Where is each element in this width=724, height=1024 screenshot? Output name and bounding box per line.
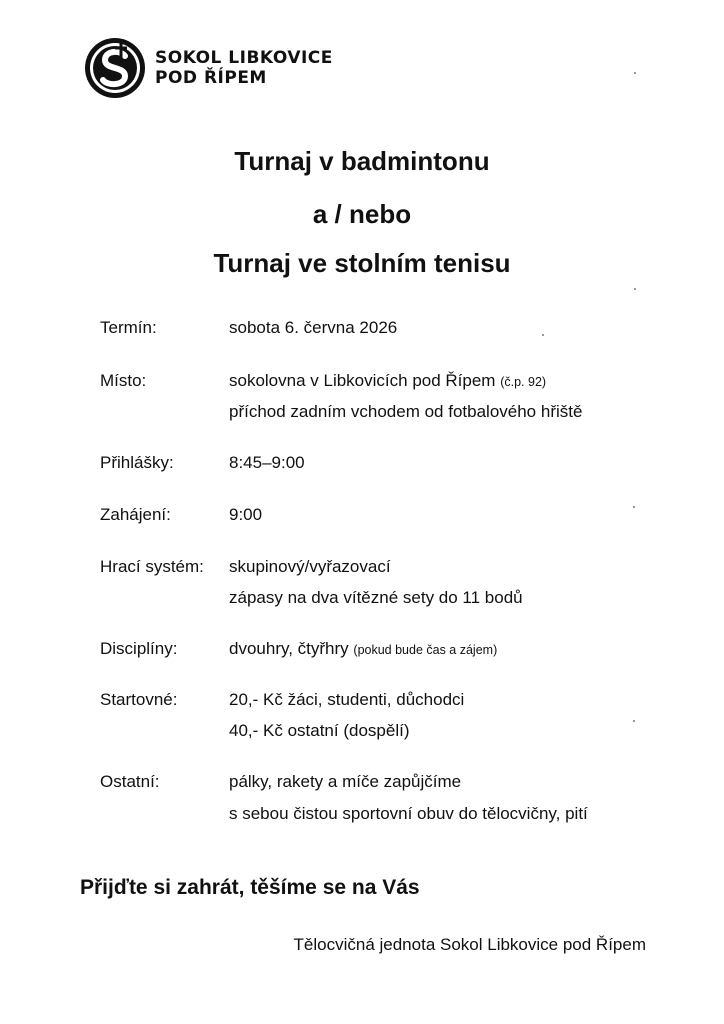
scan-speck [634,72,636,74]
prihlasky-label: Přihlášky: [100,453,174,472]
system-label: Hrací systém: [100,557,204,576]
prihlasky-value: 8:45–9:00 [229,453,305,472]
scan-speck [542,334,544,336]
misto-value-2: příchod zadním vchodem od fotbalového hřiště [229,402,583,421]
misto-value-1-note: (č.p. 92) [500,375,547,389]
zahajeni-value: 9:00 [229,505,263,524]
ostatni-label: Ostatní: [100,772,160,791]
title-line-3: Turnaj ve stolním tenisu [213,248,511,278]
system-value-1: skupinový/vyřazovací [229,557,391,576]
discipliny-label: Disciplíny: [100,639,178,658]
closing-text: Přijďte si zahrát, těšíme se na Vás [80,876,420,899]
title-line-2: a / nebo [312,199,412,229]
ostatni-value-2: s sebou čistou sportovní obuv do tělocvičny, pití [229,804,588,823]
misto-value-1 [229,371,546,391]
termin-label: Termín: [100,318,157,337]
logo-line-2: POD ŘÍPEM [155,68,267,88]
misto-value-1-text: sokolovna v Libkovicích pod Řípem [229,371,496,390]
sokol-emblem-icon [83,36,147,100]
startovne-value-1: 20,- Kč žáci, studenti, důchodci [229,690,465,709]
logo-line-1: SOKOL LIBKOVICE [155,48,333,68]
scan-speck [633,720,635,722]
scan-speck [634,288,636,290]
title-line-1: Turnaj v badmintonu [234,146,490,176]
startovne-label: Startovné: [100,690,178,709]
scan-speck [633,506,635,508]
misto-label: Místo: [100,371,147,390]
discipliny-value-text: dvouhry, čtyřhry [229,639,349,658]
logo-text [155,48,333,88]
zahajeni-label: Zahájení: [100,505,171,524]
startovne-value-2: 40,- Kč ostatní (dospělí) [229,721,410,740]
discipliny-note: (pokud bude čas a zájem) [353,643,498,657]
system-value-2: zápasy na dva vítězné sety do 11 bodů [229,588,523,607]
termin-value: sobota 6. června 2026 [229,318,398,337]
ostatni-value-1: pálky, rakety a míče zapůjčíme [229,772,462,791]
signature: Tělocvičná jednota Sokol Libkovice pod Řípem [293,935,646,954]
discipliny-value [229,639,497,659]
logo [83,36,333,100]
